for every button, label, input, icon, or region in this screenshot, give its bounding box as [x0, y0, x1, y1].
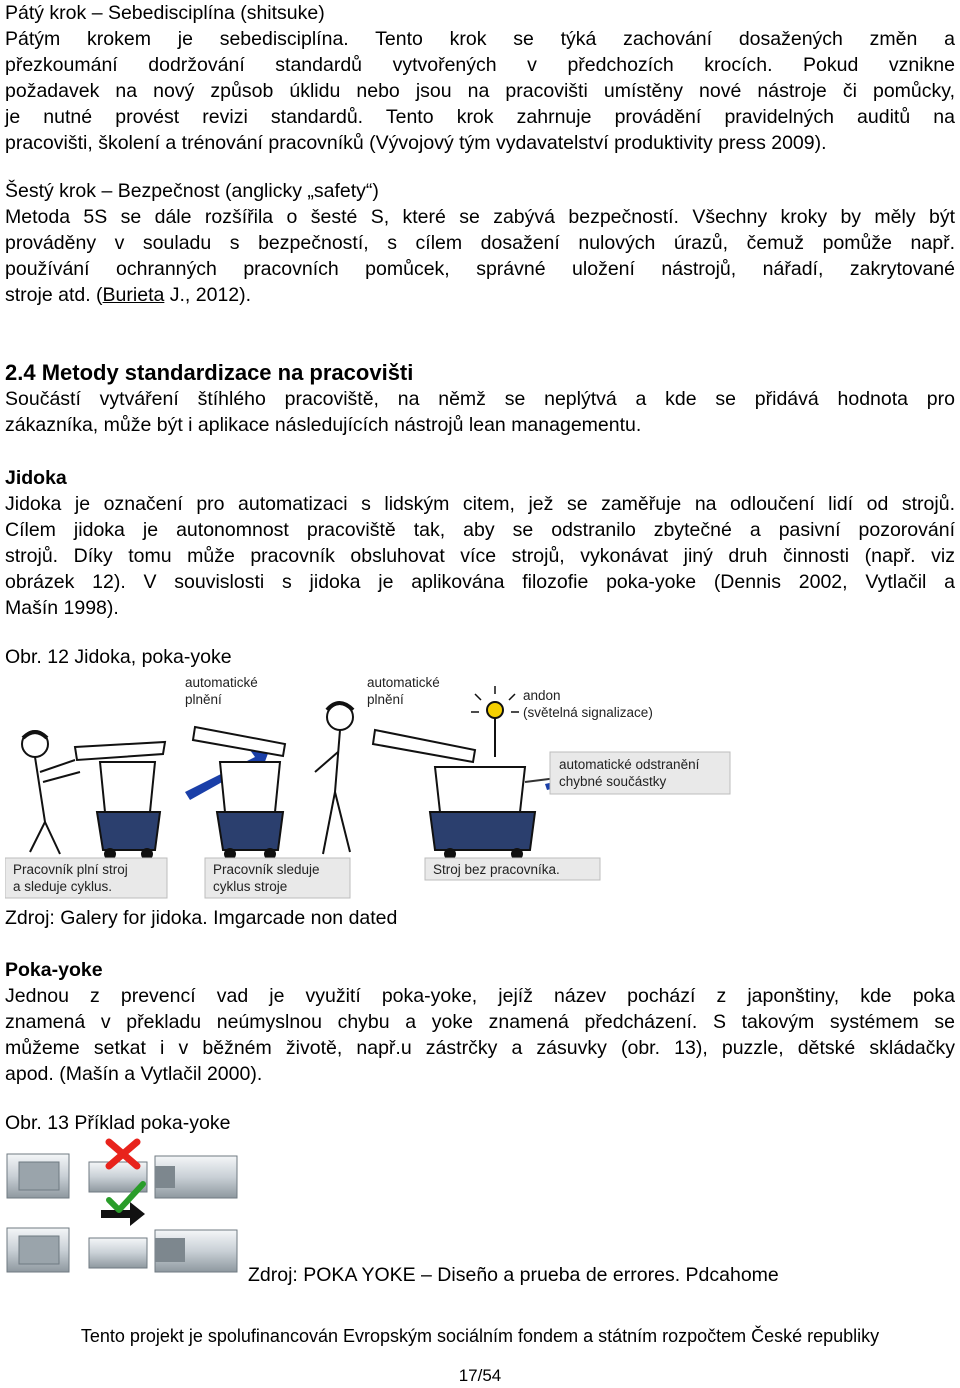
figure12-jidoka-illustration — [5, 672, 935, 902]
machine-2 — [193, 727, 285, 859]
text-run: J., 2012). — [164, 284, 252, 306]
right-fit-parts — [7, 1228, 237, 1272]
label-andon — [523, 687, 653, 721]
label-line: Pracovník sleduje — [213, 862, 320, 877]
label-auto-removal — [559, 756, 699, 790]
paragraph-line: Jednou z prevencí vad je využití poka-yoke, jejíž název pochází z japonštiny, kde poka — [5, 985, 955, 1007]
machine-1 — [75, 742, 165, 859]
paragraph-line: Mašín 1998). — [5, 597, 119, 619]
figure12-caption: Obr. 12 Jidoka, poka-yoke — [5, 646, 232, 668]
paragraph-line: používání ochranných pracovních pomůcek, správné uložení nástrojů, nářadí, zakrytované — [5, 258, 955, 280]
section-heading: 2.4 Metody standardizace na pracovišti — [5, 360, 414, 385]
paragraph-line: Metoda 5S se dále rozšířila o šesté S, které se zabývá bezpečností. Všechny kroky by měly být — [5, 206, 955, 228]
worker-figure-1 — [22, 731, 80, 854]
paragraph-line: pracovišti, školení a trénování pracovníků (Vývojový tým vydavatelství produktivity press 2009). — [5, 132, 827, 154]
paragraph-line: zákazníka, může být i aplikace následujících nástrojů lean managementu. — [5, 414, 642, 436]
figure13-source: Zdroj: POKA YOKE – Diseño a prueba de errores. Pdcahome — [248, 1264, 779, 1286]
pokayoke-drawing — [5, 1138, 250, 1288]
wrong-fit-parts — [7, 1154, 237, 1198]
label-line: automatické — [367, 675, 440, 690]
section-pokayoke — [5, 957, 955, 1087]
label-auto-feed-1 — [185, 674, 258, 708]
section-step5 — [5, 0, 955, 156]
step6-heading: Šestý krok – Bezpečnost (anglicky „safety“) — [5, 180, 379, 202]
paragraph-line: Pátým krokem je sebedisciplína. Tento krok se týká zachování dosažených změn a — [5, 28, 955, 50]
andon-lamp — [471, 686, 519, 757]
citation-link[interactable]: Burieta — [102, 284, 165, 306]
paragraph-line: obrázek 12). V souvislosti s jidoka je aplikována filozofie poka-yoke (Dennis 2002, Vytlačil a — [5, 571, 955, 593]
paragraph-line: Jidoka je označení pro automatizaci s lidským citem, jež se zaměřuje na odloučení lidí od strojů. — [5, 493, 955, 515]
label-line: chybné součástky — [559, 774, 667, 789]
paragraph-line: požadavek na nový způsob úklidu nebo jsou na pracovišti umístěny nové nástroje či pomůcky, — [5, 80, 955, 102]
paragraph-line: můžeme setkat i v běžném životě, např.u zástrčky a zásuvky (obr. 13), puzzle, dětské skládačky — [5, 1037, 955, 1059]
section-2-4 — [5, 360, 955, 438]
label-line: plnění — [367, 692, 404, 707]
jidoka-heading: Jidoka — [5, 467, 67, 489]
step5-heading: Pátý krok – Sebedisciplína (shitsuke) — [5, 2, 325, 24]
label-line: andon — [523, 688, 561, 703]
label-no-worker — [433, 861, 560, 878]
paragraph-line: je nutné provést revizi standardů. Tento krok zahrnuje provádění pravidelných auditů na — [5, 106, 955, 128]
pokayoke-heading: Poka-yoke — [5, 959, 103, 981]
label-auto-feed-2 — [367, 674, 440, 708]
label-line: a sleduje cyklus. — [13, 879, 113, 894]
label-line: cyklus stroje — [213, 879, 288, 894]
paragraph-line: prováděny v souladu s bezpečností, s cílem dosažení nulových úrazů, čemuž pomůže např. — [5, 232, 955, 254]
section-step6 — [5, 178, 955, 308]
figure13-caption: Obr. 13 Příklad poka-yoke — [5, 1112, 231, 1134]
label-line: (světelná signalizace) — [523, 705, 653, 720]
worker-figure-2 — [315, 703, 353, 854]
label-line: automatické — [185, 675, 258, 690]
label-line: Pracovník plní stroj — [13, 862, 128, 877]
paragraph-line: znamená v překladu neúmyslnou chybu a yoke znamená předcházení. S takovým systémem se — [5, 1011, 955, 1033]
paragraph-line: Součástí vytváření štíhlého pracoviště, na němž se neplýtvá a kde se přidává hodnota pro — [5, 388, 955, 410]
figure12-source: Zdroj: Galery for jidoka. Imgarcade non dated — [5, 907, 398, 929]
paragraph-line: strojů. Díky tomu může pracovník obsluhovat více strojů, vykonávat jiný druh činnosti (např. viz — [5, 545, 955, 567]
label-line: Stroj bez pracovníka. — [433, 862, 560, 877]
label-line: plnění — [185, 692, 222, 707]
paragraph-line: apod. (Mašín a Vytlačil 2000). — [5, 1063, 263, 1085]
label-line: automatické odstranění — [559, 757, 700, 772]
text-run: stroje atd. ( — [5, 284, 103, 306]
page-number: 17/54 — [458, 1366, 502, 1385]
paragraph-line — [5, 282, 955, 308]
label-worker-feeds — [13, 861, 128, 895]
label-worker-watches — [213, 861, 320, 895]
paragraph-line: přezkoumání dodržování standardů vytvořených v předchozích krocích. Pokud vznikne — [5, 54, 955, 76]
figure13-pokayoke-illustration — [5, 1138, 250, 1288]
funding-footer: Tento projekt je spolufinancován Evropským sociálním fondem a státním rozpočtem České republiky — [80, 1326, 880, 1346]
paragraph-line: Cílem jidoka je autonomnost pracoviště tak, aby se odstranilo zbytečné a pasivní pozorování — [5, 519, 955, 541]
section-jidoka — [5, 465, 955, 621]
